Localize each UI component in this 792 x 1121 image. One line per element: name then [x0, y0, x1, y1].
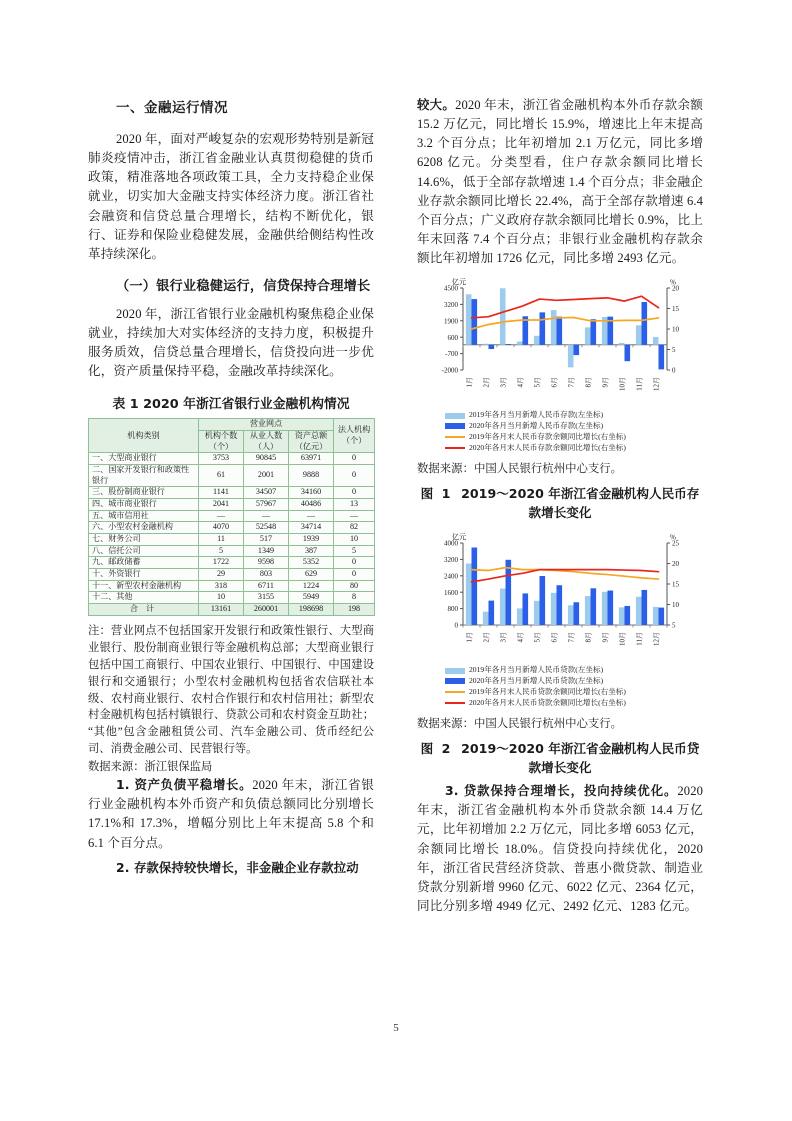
- chart-2-source: 数据来源：中国人民银行杭州中心支行。: [417, 718, 623, 731]
- x-tick-label: 9月: [601, 632, 610, 643]
- cell-category: 十一、新型农村金融机构: [89, 580, 199, 592]
- legend-item: [445, 443, 703, 454]
- cell-count: 5: [199, 545, 244, 557]
- chart-bar: [489, 601, 495, 625]
- cell-assets: 40486: [289, 499, 334, 511]
- x-tick-label: 6月: [550, 632, 559, 643]
- cell-category: 二、国家开发银行和政策性银行: [89, 465, 199, 487]
- cell-count: —: [199, 510, 244, 522]
- cell-assets: 5949: [289, 592, 334, 604]
- legend-label: 2020年各月当月新增人民币贷款(左坐标): [469, 675, 604, 685]
- chart-bar: [506, 344, 512, 345]
- chart-bar: [489, 345, 495, 349]
- th-assets-line2: （亿元）: [294, 441, 328, 451]
- chart-bar: [653, 607, 659, 625]
- cell-staff: 6711: [244, 580, 289, 592]
- cell-legal: 5: [334, 545, 375, 557]
- th-category: 机构类别: [89, 419, 199, 453]
- x-tick-label: 2月: [482, 632, 491, 643]
- legend-line-swatch: [445, 691, 465, 693]
- chart-unit-right: %: [670, 278, 676, 287]
- table-source: 数据来源：浙江银保监局: [88, 761, 213, 774]
- table-row: [89, 569, 375, 581]
- chart-1-wrap: [417, 276, 703, 406]
- paragraph-item-1: [88, 776, 374, 853]
- cell-legal: —: [334, 510, 375, 522]
- cell-legal: 80: [334, 580, 375, 592]
- cell-count: 1722: [199, 557, 244, 569]
- item-1-title: 1. 资产负债平稳增长。: [116, 777, 253, 793]
- chart-bar: [506, 560, 512, 625]
- chart-bar: [540, 576, 546, 625]
- cell-assets: 629: [289, 569, 334, 581]
- cell-category: 十、外资银行: [89, 569, 199, 581]
- chart-bar: [636, 326, 642, 345]
- chart-bar: [483, 612, 489, 625]
- th-count-line2: （个）: [208, 441, 234, 451]
- cell-category: 五、城市信用社: [89, 510, 199, 522]
- chart-bar: [602, 592, 608, 625]
- chart-unit-left: 亿元: [451, 278, 467, 287]
- cell-count: 4070: [199, 522, 244, 534]
- cell-legal: 8: [334, 592, 375, 604]
- y-tick-label: 1900: [444, 317, 458, 326]
- y-tick-label: 0: [454, 621, 458, 630]
- x-tick-label: 5月: [533, 632, 542, 643]
- cell-staff: 1349: [244, 545, 289, 557]
- y-tick-label: 4000: [444, 539, 458, 548]
- chart-bar: [608, 591, 614, 625]
- y-tick-label: 800: [447, 605, 458, 614]
- legend-label: 2019年各月当月新增人民币贷款(左坐标): [469, 665, 604, 675]
- cell-count: 2041: [199, 499, 244, 511]
- right-column: [417, 96, 703, 922]
- th-count: [199, 431, 244, 453]
- chart-bar: [642, 302, 648, 345]
- chart-bar: [591, 588, 597, 625]
- cell-total-assets: 198698: [289, 604, 334, 616]
- cell-count: 29: [199, 569, 244, 581]
- x-tick-label: 7月: [567, 377, 576, 388]
- chart-1-legend: [445, 410, 703, 453]
- subsection-title: （一）银行业稳健运行，信贷保持合理增长: [116, 278, 371, 294]
- cell-staff: 57967: [244, 499, 289, 511]
- chart-bar: [574, 345, 580, 355]
- th-group-branches: 营业网点: [199, 419, 334, 431]
- chart-bar: [568, 605, 574, 625]
- y2-tick-label: 15: [672, 580, 679, 589]
- chart-1-source: 数据来源：中国人民银行杭州中心支行。: [417, 463, 623, 476]
- cell-staff: 517: [244, 534, 289, 546]
- y2-tick-label: 15: [672, 305, 679, 314]
- cell-legal: 10: [334, 534, 375, 546]
- cell-assets: —: [289, 510, 334, 522]
- table-row: [89, 522, 375, 534]
- figure-2-caption-lead: 图 2: [420, 741, 453, 757]
- x-tick-label: 4月: [516, 377, 525, 388]
- x-tick-label: 4月: [516, 632, 525, 643]
- th-assets: [289, 431, 334, 453]
- cell-category: 七、财务公司: [89, 534, 199, 546]
- cell-legal: 0: [334, 569, 375, 581]
- cell-staff: 34507: [244, 487, 289, 499]
- cell-total-label: 合 计: [89, 604, 199, 616]
- chart-1-svg: [417, 276, 703, 401]
- table-header-row-1: [89, 419, 375, 431]
- cell-assets: 9888: [289, 465, 334, 487]
- y-tick-label: 600: [447, 334, 458, 343]
- y2-tick-label: 5: [672, 346, 676, 355]
- chart-bar: [517, 342, 523, 345]
- y2-tick-label: 20: [672, 284, 679, 293]
- chart-bar: [551, 310, 557, 345]
- chart-bar: [625, 345, 631, 361]
- table-row: [89, 465, 375, 487]
- paragraph-deposits: [417, 96, 703, 268]
- table-row: [89, 510, 375, 522]
- legend-label: 2020年各月末人民币存款余额同比增长(右坐标): [469, 442, 626, 452]
- y-tick-label: 2400: [444, 572, 458, 581]
- figure-2-caption-text: 2019～2020 年浙江省金融机构人民币贷款增长变化: [461, 741, 700, 776]
- chart-line: [472, 296, 659, 318]
- chart-2-wrap: [417, 531, 703, 661]
- x-tick-label: 8月: [584, 377, 593, 388]
- chart-bar: [557, 585, 563, 625]
- table-row: [89, 545, 375, 557]
- y-tick-label: 1600: [444, 588, 458, 597]
- legend-line-swatch: [445, 447, 465, 449]
- x-tick-label: 9月: [601, 377, 610, 388]
- cell-staff: 90845: [244, 453, 289, 465]
- bank-institutions-table: [88, 418, 375, 615]
- legend-bar-swatch: [445, 678, 465, 684]
- chart-bar: [483, 344, 489, 345]
- table-caption: 表 1 2020 年浙江省银行业金融机构情况: [112, 397, 350, 413]
- cell-assets: 387: [289, 545, 334, 557]
- paragraph-deposits-body: 2020 年末，浙江省金融机构本外币存款余额 15.2 万亿元，同比增长 15.9%，增速比上年末提高 3.2 个百分点；比年初增加 2.1 万亿元，同比多增 6208 亿元。分类型看，住户存款余额同比增长 14.6%，低于全部存款增速 1.4 个百分点；非金融企业存款余额同比增长 22.4%，高于全部存款增速 6.4 个百分点；广义政府存款余额同比增长 0.9%，比上年末回落 7.4 个百分点；非银行业金融机构存款余额比年初增加 1726 亿元，同比多增 2493 亿元。: [417, 98, 703, 266]
- item-3-title: 3. 贷款保持合理增长，投向持续优化。: [445, 783, 678, 799]
- legend-label: 2019年各月末人民币贷款余额同比增长(右坐标): [469, 686, 626, 696]
- figure-1-caption-text: 2019～2020 年浙江省金融机构人民币存款增长变化: [461, 486, 700, 521]
- legend-line-swatch: [445, 436, 465, 438]
- cell-assets: 1939: [289, 534, 334, 546]
- legend-item: [445, 687, 703, 698]
- legend-bar-swatch: [445, 413, 465, 419]
- th-staff: [244, 431, 289, 453]
- cell-staff: —: [244, 510, 289, 522]
- cell-assets: 34160: [289, 487, 334, 499]
- paragraph-item-2: [88, 859, 374, 878]
- cell-count: 61: [199, 465, 244, 487]
- table-row: [89, 580, 375, 592]
- chart-2-legend: [445, 665, 703, 708]
- cell-legal: 13: [334, 499, 375, 511]
- cell-category: 一、大型商业银行: [89, 453, 199, 465]
- chart-bar: [619, 343, 625, 345]
- chart-bar: [540, 313, 546, 345]
- paragraph-item-3: [417, 782, 703, 916]
- paragraph-banking: 2020 年，浙江省银行业金融机构聚焦稳企业保就业，持续加大对实体经济的支持力度，积极提升服务质效，信贷总量合理增长，信贷投向进一步优化，资产质量保持平稳，金融改革持续深化。: [88, 306, 374, 379]
- table-note: 注：营业网点不包括国家开发银行和政策性银行、大型商业银行、股份制商业银行等金融机构总部；大型商业银行包括中国工商银行、中国农业银行、中国银行、中国建设银行和交通银行；小型农村金融机构包括省农信联社本级、农村商业银行、农村合作银行和农村信用社；新型农村金融机构包括村镇银行、贷款公司和农村资金互助社；“其他”包含金融租赁公司、汽车金融公司、货币经纪公司、消费金融公司、民营银行等。: [88, 624, 374, 756]
- y-tick-label: -2000: [441, 366, 458, 375]
- cell-legal: 0: [334, 557, 375, 569]
- table-row: [89, 592, 375, 604]
- chart-bar: [619, 608, 625, 626]
- chart-bar: [659, 345, 665, 370]
- x-tick-label: 1月: [465, 632, 474, 643]
- table-body: [89, 453, 375, 615]
- item-3-body: 2020 年末，浙江省金融机构本外币贷款余额 14.4 万亿元，比年初增加 2.2 万亿元，同比多增 6053 亿元，余额同比增长 18.0%。信贷投向持续优化，2020 年，浙江省民营经济贷款、普惠小微贷款、制造业贷款分别新增 9960 亿元、6022 亿元、2364 亿元，同比分别多增 4949 亿元、2492 亿元、1283 亿元。: [417, 784, 703, 913]
- chart-bar: [574, 602, 580, 625]
- th-staff-line2: （人）: [253, 441, 279, 451]
- y2-tick-label: 10: [672, 325, 679, 334]
- th-assets-line1: 资产总额: [294, 431, 328, 441]
- page-number: 5: [393, 1022, 399, 1034]
- cell-legal: 82: [334, 522, 375, 534]
- cell-total-staff: 260001: [244, 604, 289, 616]
- paragraph-intro: 2020 年，面对严峻复杂的宏观形势特别是新冠肺炎疫情冲击，浙江省金融业认真贯彻稳健的货币政策，精准落地各项政策工具，全力支持稳企业保就业，切实加大金融支持实体经济力度。浙江省社会融资和信贷总量合理增长，结构不断优化，银行、证券和保险业稳健发展，金融供给侧结构性改革持续深化。: [88, 132, 374, 261]
- cell-count: 11: [199, 534, 244, 546]
- y-tick-label: -700: [445, 350, 458, 359]
- cell-count: 10: [199, 592, 244, 604]
- cell-total-count: 13161: [199, 604, 244, 616]
- table-row: [89, 487, 375, 499]
- chart-bar: [653, 337, 659, 345]
- x-tick-label: 3月: [499, 377, 508, 388]
- cell-assets: 5352: [289, 557, 334, 569]
- figure-2-caption: [417, 740, 703, 778]
- legend-item: [445, 432, 703, 443]
- chart-bar: [568, 345, 574, 368]
- table-total-row: [89, 604, 375, 616]
- chart-2-svg: [417, 531, 703, 656]
- figure-1-caption-lead: 图 1: [420, 486, 453, 502]
- cell-category: 四、城市商业银行: [89, 499, 199, 511]
- cell-category: 九、邮政储蓄: [89, 557, 199, 569]
- table-row: [89, 534, 375, 546]
- chart-bar: [636, 597, 642, 625]
- chart-bar: [551, 593, 557, 625]
- x-tick-label: 11月: [635, 632, 644, 646]
- chart-bar: [534, 336, 540, 345]
- legend-bar-swatch: [445, 423, 465, 429]
- chart-bar: [625, 606, 631, 625]
- cell-staff: 3155: [244, 592, 289, 604]
- chart-bar: [472, 548, 478, 625]
- figure-1: [417, 276, 703, 523]
- cell-staff: 52548: [244, 522, 289, 534]
- cell-count: 318: [199, 580, 244, 592]
- cell-staff: 2001: [244, 465, 289, 487]
- chart-bar: [557, 317, 563, 345]
- cell-count: 3753: [199, 453, 244, 465]
- item-1-body: 2020 年末，浙江省银行业金融机构本外币资产和负债总额同比分别增长 17.1%和 17.3%，增幅分别比上年末提高 5.8 个和 6.1 个百分点。: [88, 778, 374, 850]
- y-tick-label: 3200: [444, 556, 458, 565]
- chart-bar: [466, 295, 472, 345]
- chart-bar: [523, 594, 529, 626]
- x-tick-label: 11月: [635, 377, 644, 392]
- x-tick-label: 3月: [499, 632, 508, 643]
- chart-bar: [517, 609, 523, 626]
- x-tick-label: 10月: [618, 632, 627, 647]
- chart-bar: [659, 608, 665, 625]
- cell-count: 1141: [199, 487, 244, 499]
- paragraph-deposits-lead: 较大。: [417, 97, 456, 112]
- cell-assets: 1224: [289, 580, 334, 592]
- y-tick-label: 4500: [444, 284, 458, 293]
- legend-item: [445, 421, 703, 432]
- legend-item: [445, 676, 703, 687]
- cell-category: 三、股份制商业银行: [89, 487, 199, 499]
- figure-1-caption: [417, 485, 703, 523]
- chart-bar: [591, 320, 597, 345]
- th-count-line1: 机构个数: [204, 431, 238, 441]
- y2-tick-label: 0: [672, 366, 676, 375]
- chart-bar: [500, 289, 506, 346]
- chart-bar: [585, 328, 591, 345]
- x-tick-label: 2月: [482, 377, 491, 388]
- table-row: [89, 453, 375, 465]
- legend-bar-swatch: [445, 668, 465, 674]
- legend-line-swatch: [445, 702, 465, 704]
- cell-category: 六、小型农村金融机构: [89, 522, 199, 534]
- x-tick-label: 6月: [550, 377, 559, 388]
- table-row: [89, 557, 375, 569]
- chart-line: [472, 318, 659, 329]
- chart-bar: [534, 601, 540, 625]
- x-tick-label: 5月: [533, 377, 542, 388]
- cell-assets: 34714: [289, 522, 334, 534]
- x-tick-label: 10月: [618, 377, 627, 392]
- left-column: [88, 96, 374, 884]
- chart-bar: [642, 590, 648, 625]
- chart-bar: [500, 589, 506, 625]
- cell-assets: 63971: [289, 453, 334, 465]
- y2-tick-label: 20: [672, 560, 679, 569]
- cell-legal: 0: [334, 453, 375, 465]
- chart-unit-left: 亿元: [451, 533, 467, 542]
- cell-total-legal: 198: [334, 604, 375, 616]
- cell-category: 十二、其他: [89, 592, 199, 604]
- chart-unit-right: %: [670, 533, 676, 542]
- legend-label: 2019年各月当月新增人民币存款(左坐标): [469, 410, 604, 420]
- cell-legal: 0: [334, 465, 375, 487]
- y2-tick-label: 10: [672, 601, 679, 610]
- x-tick-label: 12月: [652, 377, 661, 392]
- y-tick-label: 3200: [444, 301, 458, 310]
- x-tick-label: 7月: [567, 632, 576, 643]
- y2-tick-label: 5: [672, 621, 676, 630]
- cell-staff: 9598: [244, 557, 289, 569]
- cell-staff: 803: [244, 569, 289, 581]
- th-staff-line1: 从业人数: [249, 431, 283, 441]
- table-row: [89, 499, 375, 511]
- legend-item: [445, 698, 703, 709]
- item-2-title: 2. 存款保持较快增长，非金融企业存款拉动: [116, 859, 359, 875]
- cell-legal: 0: [334, 487, 375, 499]
- chart-bar: [585, 596, 591, 625]
- th-legal-line1: 法人机构: [337, 425, 371, 435]
- cell-category: 八、信托公司: [89, 545, 199, 557]
- chart-bar: [472, 299, 478, 345]
- x-tick-label: 1月: [465, 377, 474, 388]
- th-legal-line2: （个）: [341, 435, 367, 445]
- chart-bar: [466, 564, 472, 626]
- x-tick-label: 8月: [584, 632, 593, 643]
- figure-2: [417, 531, 703, 778]
- legend-label: 2019年各月末人民币存款余额同比增长(右坐标): [469, 431, 626, 441]
- legend-label: 2020年各月末人民币贷款余额同比增长(右坐标): [469, 697, 626, 707]
- section-title: 一、金融运行情况: [116, 100, 228, 116]
- legend-item: [445, 665, 703, 676]
- legend-item: [445, 410, 703, 421]
- th-legal-entities: [334, 419, 375, 453]
- x-tick-label: 12月: [652, 632, 661, 647]
- legend-label: 2020年各月当月新增人民币存款(左坐标): [469, 421, 604, 431]
- y2-tick-label: 25: [672, 539, 679, 548]
